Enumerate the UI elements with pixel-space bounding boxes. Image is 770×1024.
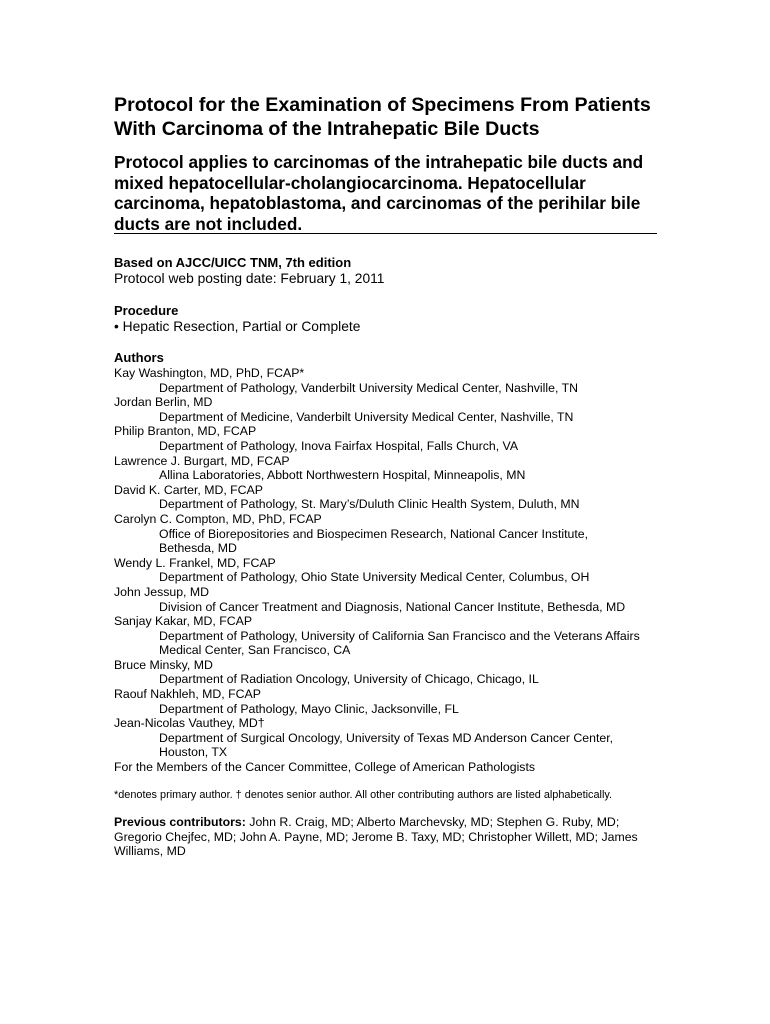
posting-date: Protocol web posting date: February 1, 2011 — [114, 271, 385, 286]
author-affiliation: Office of Biorepositories and Biospecimen Research, National Cancer Institute, — [159, 526, 589, 541]
author-affiliation: Department of Pathology, St. Mary’s/Duluth Clinic Health System, Duluth, MN — [159, 497, 580, 512]
author-affiliation: Department of Pathology, Ohio State University Medical Center, Columbus, OH — [159, 570, 590, 585]
author-affiliation: Medical Center, San Francisco, CA — [159, 643, 351, 658]
author-affiliation: Houston, TX — [159, 745, 228, 760]
author-name: Jean-Nicolas Vauthey, MD† — [114, 716, 265, 731]
author-name: David K. Carter, MD, FCAP — [114, 482, 263, 497]
author-affiliation: Bethesda, MD — [159, 541, 237, 556]
author-affiliation: Department of Surgical Oncology, University of Texas MD Anderson Cancer Center, — [159, 730, 614, 745]
document-title: Protocol for the Examination of Specimens From Patients With Carcinoma of the Intrahepatic Bile Ducts — [114, 94, 651, 140]
authors-list — [114, 366, 674, 760]
author-name: Carolyn C. Compton, MD, PhD, FCAP — [114, 511, 322, 526]
procedure-heading: Procedure — [114, 303, 179, 318]
author-name: Kay Washington, MD, PhD, FCAP* — [114, 366, 305, 380]
author-affiliation: Department of Pathology, Inova Fairfax Hospital, Falls Church, VA — [159, 438, 519, 453]
previous-contributors — [114, 815, 654, 859]
author-name: Bruce Minsky, MD — [114, 657, 213, 672]
title-rule — [114, 233, 657, 234]
procedure-item: • Hepatic Resection, Partial or Complete — [114, 319, 361, 334]
author-name: Jordan Berlin, MD — [114, 395, 213, 410]
document-subtitle: Protocol applies to carcinomas of the intrahepatic bile ducts and mixed hepatocellular-cholangiocarcinoma. Hepatocellular carcinoma, hepatoblastoma, and carcinomas of the perihilar bile ducts are not included. — [114, 152, 644, 234]
authors-footer: For the Members of the Cancer Committee, College of American Pathologists — [114, 760, 536, 775]
author-affiliation: Department of Pathology, Mayo Clinic, Jacksonville, FL — [159, 701, 459, 716]
procedure-section — [114, 303, 674, 335]
author-name: John Jessup, MD — [114, 584, 210, 599]
basis-section — [114, 255, 674, 287]
author-affiliation: Department of Pathology, Vanderbilt University Medical Center, Nashville, TN — [159, 380, 578, 395]
author-affiliation: Allina Laboratories, Abbott Northwestern Hospital, Minneapolis, MN — [159, 468, 526, 483]
previous-contributors-label: Previous contributors: — [114, 815, 246, 829]
author-affiliation: Department of Medicine, Vanderbilt University Medical Center, Nashville, TN — [159, 409, 574, 424]
author-name: Sanjay Kakar, MD, FCAP — [114, 614, 253, 629]
author-affiliation: Department of Pathology, University of California San Francisco and the Veterans Affairs — [159, 628, 640, 643]
author-affiliation: Division of Cancer Treatment and Diagnosis, National Cancer Institute, Bethesda, MD — [159, 599, 626, 614]
author-name: Philip Branton, MD, FCAP — [114, 424, 257, 439]
author-name: Raouf Nakhleh, MD, FCAP — [114, 687, 261, 702]
author-name: Lawrence J. Burgart, MD, FCAP — [114, 453, 290, 468]
author-name: Wendy L. Frankel, MD, FCAP — [114, 555, 276, 570]
authors-heading: Authors — [114, 350, 164, 365]
author-affiliation: Department of Radiation Oncology, University of Chicago, Chicago, IL — [159, 672, 539, 687]
previous-contributors-text: John R. Craig, MD; Alberto Marchevsky, MD; Stephen G. Ruby, MD; Gregorio Chejfec, MD; John A. Payne, MD; Jerome B. Taxy, MD; Christopher Willett, MD; James Williams, MD — [114, 815, 638, 859]
author-note: *denotes primary author. † denotes senior author. All other contributing authors are listed alphabetically. — [114, 789, 613, 801]
authors-section — [114, 350, 674, 775]
basis-heading: Based on AJCC/UICC TNM, 7th edition — [114, 255, 352, 270]
